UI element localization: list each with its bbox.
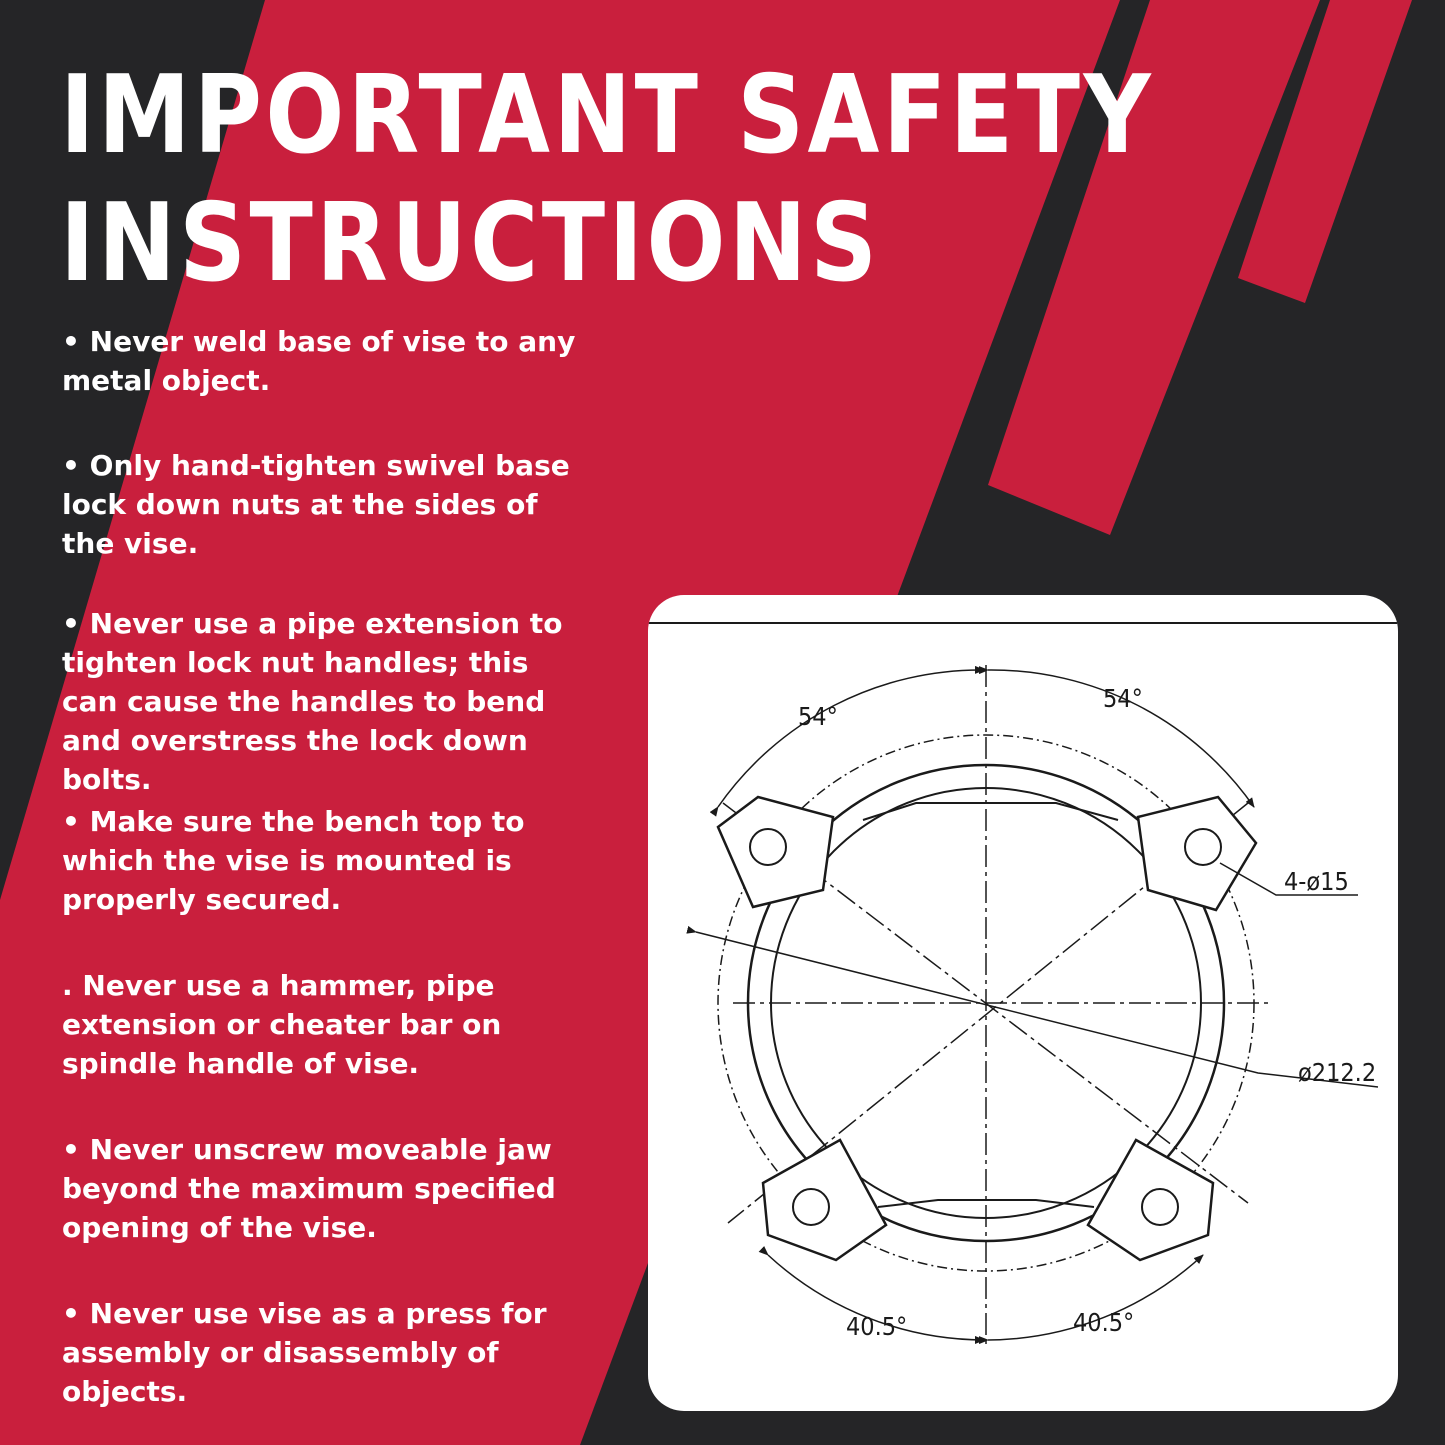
swivel-base-drawing bbox=[648, 595, 1398, 1411]
instruction-item: • Never weld base of vise to any metal object. bbox=[62, 325, 576, 397]
angle-label-top-right: 54° bbox=[1103, 684, 1143, 713]
angle-label-bottom-left: 40.5° bbox=[846, 1312, 908, 1341]
page-title-line-2: INSTRUCTIONS bbox=[60, 181, 881, 306]
instruction-item: • Only hand-tighten swivel base lock down nuts at the sides of the vise. bbox=[62, 449, 570, 560]
diameter-spec-label: ø212.2 bbox=[1298, 1058, 1377, 1087]
angle-label-bottom-right: 40.5° bbox=[1073, 1308, 1135, 1337]
page-title-line-1: IMPORTANT SAFETY bbox=[60, 53, 1155, 178]
instruction-item: • Never unscrew moveable jaw beyond the maximum specified opening of the vise. bbox=[62, 1133, 556, 1244]
technical-drawing-card bbox=[648, 595, 1398, 1411]
instruction-item: . Never use a hammer, pipe extension or cheater bar on spindle handle of vise. bbox=[62, 969, 502, 1080]
instruction-item: • Make sure the bench top to which the vise is mounted is properly secured. bbox=[62, 805, 525, 916]
angle-label-top-left: 54° bbox=[798, 702, 838, 731]
instruction-item: • Never use a pipe extension to tighten lock nut handles; this can cause the handles to bend and overstress the lock down bolts. bbox=[62, 607, 563, 796]
lug-bottom-left bbox=[763, 1140, 886, 1260]
instruction-item: • Never use vise as a press for assembly or disassembly of objects. bbox=[62, 1297, 547, 1408]
lug-top-left bbox=[718, 797, 833, 907]
hole-spec-label: 4-ø15 bbox=[1284, 867, 1349, 896]
diameter-leader bbox=[696, 932, 1378, 1087]
lug-top-right bbox=[1138, 797, 1256, 910]
